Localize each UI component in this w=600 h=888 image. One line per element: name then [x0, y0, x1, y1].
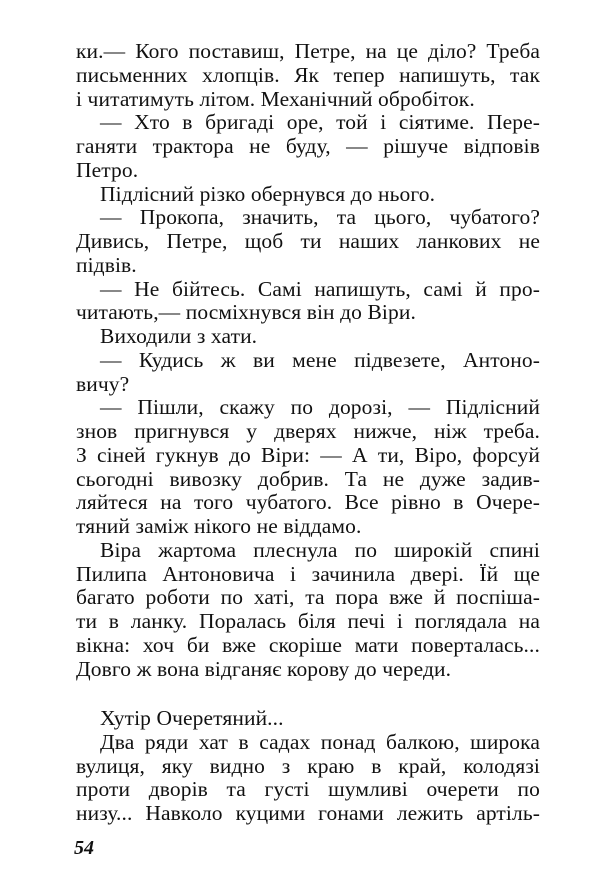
text-line: Довго ж вона відганяє корову до череди.	[76, 656, 452, 681]
text-line: ляйтеся на того чубатого. Все рівно в Очере-	[76, 490, 540, 515]
text-line: письменних хлопців. Як тепер напишуть, так	[76, 62, 540, 87]
text-line: ки.— Кого поставиш, Петре, на це діло? Треба	[76, 39, 540, 63]
text-line: Дивись, Петре, щоб ти наших ланкових не	[76, 229, 540, 253]
text-line: Хутір Очеретяний...	[100, 706, 284, 730]
text-line: — Хто в бригаді оре, той і сіятиме. Пере-	[100, 110, 540, 135]
text-line: Виходили з хати.	[100, 324, 258, 348]
text-line: — Не бійтесь. Самі напишуть, самі й про-	[100, 276, 540, 301]
text-line: підвів.	[76, 252, 137, 277]
text-line: — Кудись ж ви мене підвезете, Антоно-	[100, 347, 540, 372]
text-line: ти в ланку. Поралась біля печі і поглядала на	[76, 609, 540, 633]
text-line: вулиця, яку видно з краю в край, колодязі	[76, 753, 540, 778]
text-line: читають,— посміхнувся він до Віри.	[76, 300, 416, 325]
text-line: Підлісний різко обернувся до нього.	[100, 181, 436, 206]
text-line: низу... Навколо куцими гонами лежить артіль-	[76, 801, 540, 825]
text-line: Два ряди хат в садах понад балкою, широка	[100, 729, 540, 754]
text-line: вікна: хоч би вже скоріше мати поверталась...	[76, 632, 540, 657]
text-line: Петро.	[76, 157, 139, 182]
text-line: знов пригнувся у дверях нижче, ніж треба.	[76, 419, 540, 443]
text-line: — Прокопа, значить, та цього, чубатого?	[100, 205, 540, 230]
text-line: і читатимуть літом. Механічний обробіток.	[76, 86, 475, 111]
text-line: вичу?	[76, 371, 130, 396]
text-line: Віра жартома плеснула по широкій спині	[100, 537, 540, 562]
text-line: З сіней гукнув до Віри: — А ти, Віро, форсуй	[76, 442, 540, 467]
text-line: Пилипа Антоновича і зачинила двері. Їй ще	[76, 561, 540, 586]
text-line: сьогодні вивозку добрив. Та не дуже задив-	[76, 466, 540, 491]
page-number: 54	[74, 837, 94, 859]
text-line: тяний заміж нікого не віддамо.	[76, 514, 362, 538]
text-line: — Пішли, скажу по дорозі, — Підлісний	[100, 395, 540, 420]
text-line: багато роботи по хаті, та пора вже й поспіша-	[76, 585, 540, 610]
text-line: проти дворів та густі шумливі очерети по	[76, 777, 540, 802]
text-line: ганяти трактора не буду, — рішуче відповів	[76, 134, 540, 158]
